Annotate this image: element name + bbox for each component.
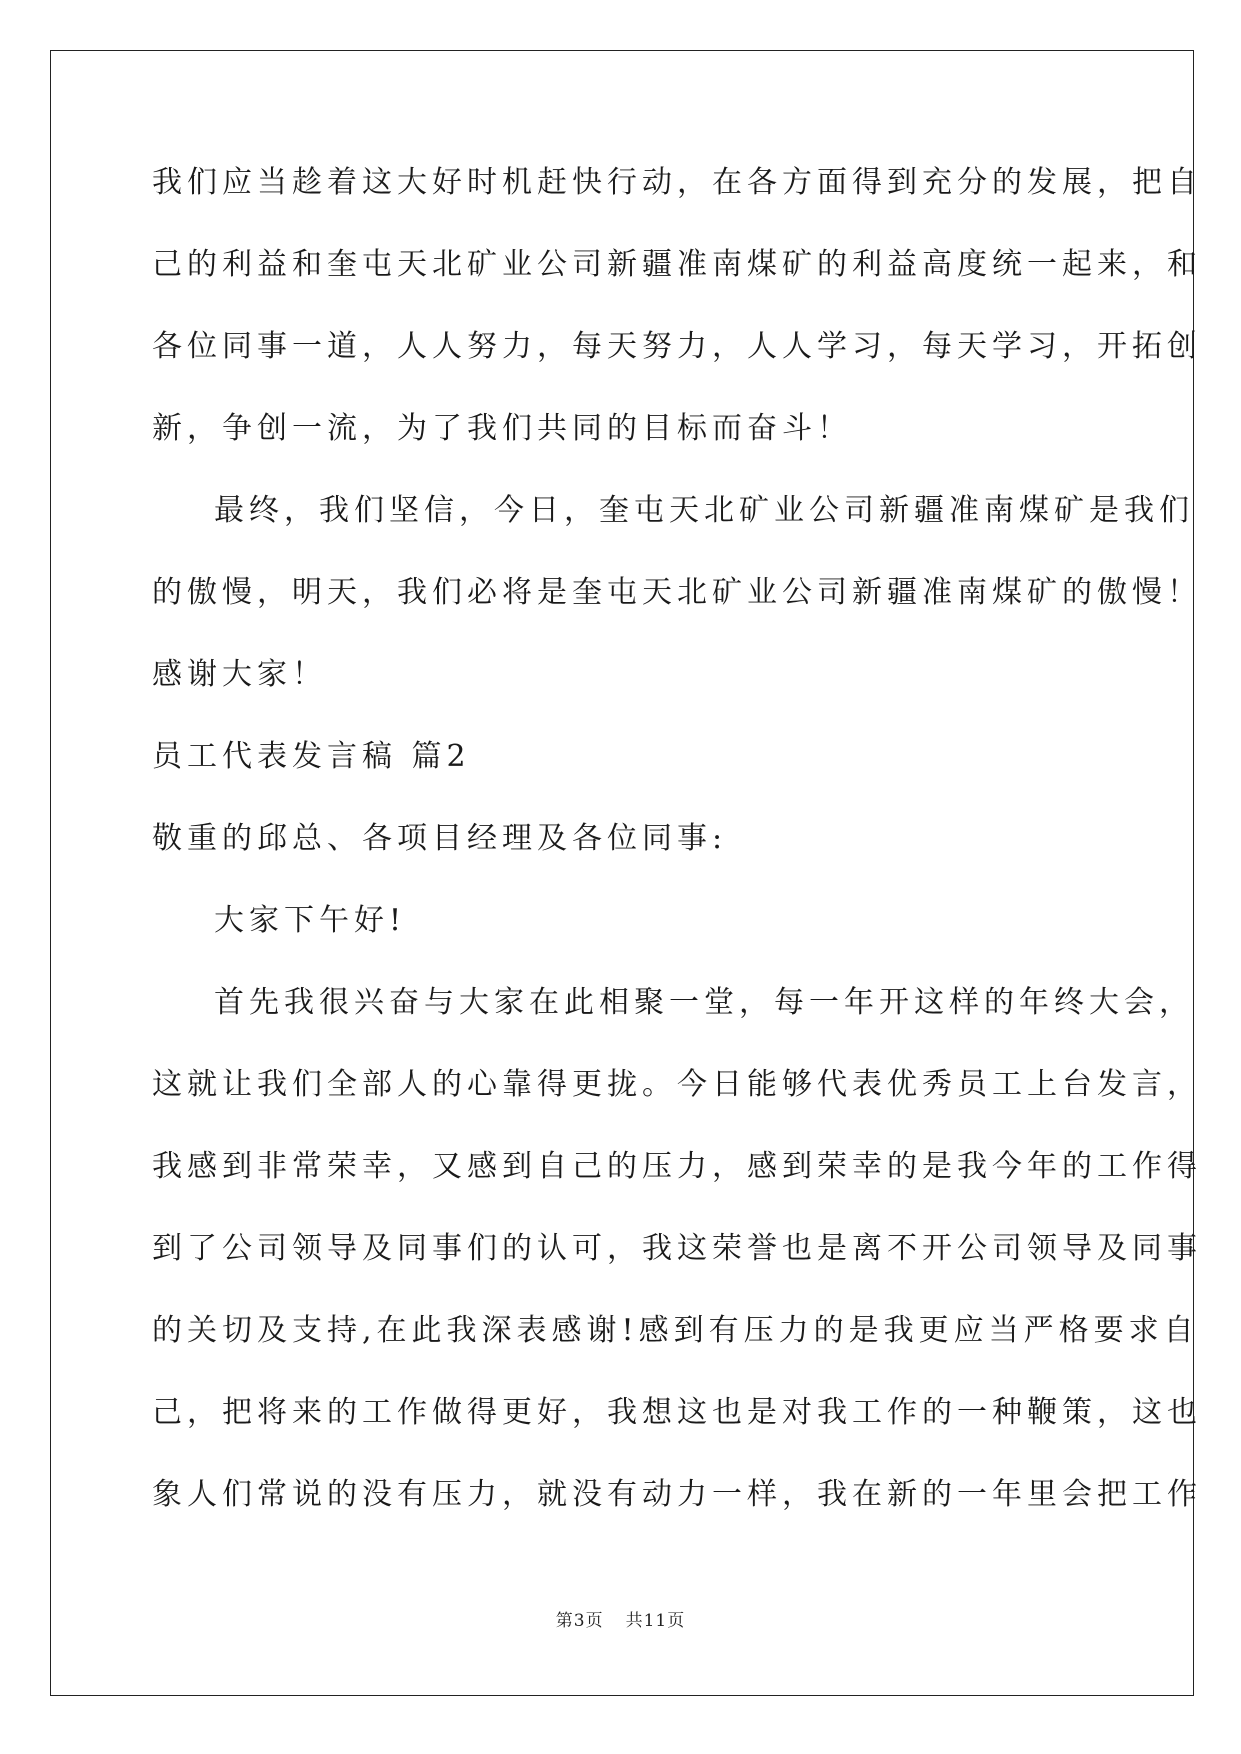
text-line: 这就让我们全部人的心靠得更拢。今日能够代表优秀员工上台发言， <box>152 1067 1202 1102</box>
text-line: 首先我很兴奋与大家在此相聚一堂，每一年开这样的年终大会， <box>214 985 1194 1020</box>
text-line: 各位同事一道，人人努力，每天努力，人人学习，每天学习，开拓创 <box>152 329 1202 364</box>
text-line: 员工代表发言稿 篇2 <box>152 739 471 774</box>
text-line: 己，把将来的工作做得更好，我想这也是对我工作的一种鞭策，这也 <box>152 1395 1202 1430</box>
text-line: 感谢大家！ <box>152 657 327 692</box>
text-line: 新，争创一流，为了我们共同的目标而奋斗！ <box>152 411 852 446</box>
text-line: 大家下午好! <box>214 903 407 938</box>
document-body <box>152 158 1202 1552</box>
text-line: 己的利益和奎屯天北矿业公司新疆准南煤矿的利益高度统一起来，和 <box>152 247 1202 282</box>
text-line: 的关切及支持,在此我深表感谢!感到有压力的是我更应当严格要求自 <box>152 1313 1199 1348</box>
page-total: 共11页 <box>625 1611 686 1631</box>
text-line: 的傲慢，明天，我们必将是奎屯天北矿业公司新疆准南煤矿的傲慢！ <box>152 575 1202 610</box>
page-footer <box>0 1606 1241 1631</box>
text-line: 敬重的邱总、各项目经理及各位同事: <box>152 821 728 856</box>
page-number: 第3页 <box>555 1611 604 1631</box>
text-line: 我感到非常荣幸，又感到自己的压力，感到荣幸的是我今年的工作得 <box>152 1149 1202 1184</box>
text-line: 我们应当趁着这大好时机赶快行动，在各方面得到充分的发展，把自 <box>152 165 1202 200</box>
text-line: 最终，我们坚信，今日，奎屯天北矿业公司新疆准南煤矿是我们 <box>214 493 1194 528</box>
text-line: 象人们常说的没有压力，就没有动力一样，我在新的一年里会把工作 <box>152 1477 1202 1512</box>
text-line: 到了公司领导及同事们的认可，我这荣誉也是离不开公司领导及同事 <box>152 1231 1202 1266</box>
